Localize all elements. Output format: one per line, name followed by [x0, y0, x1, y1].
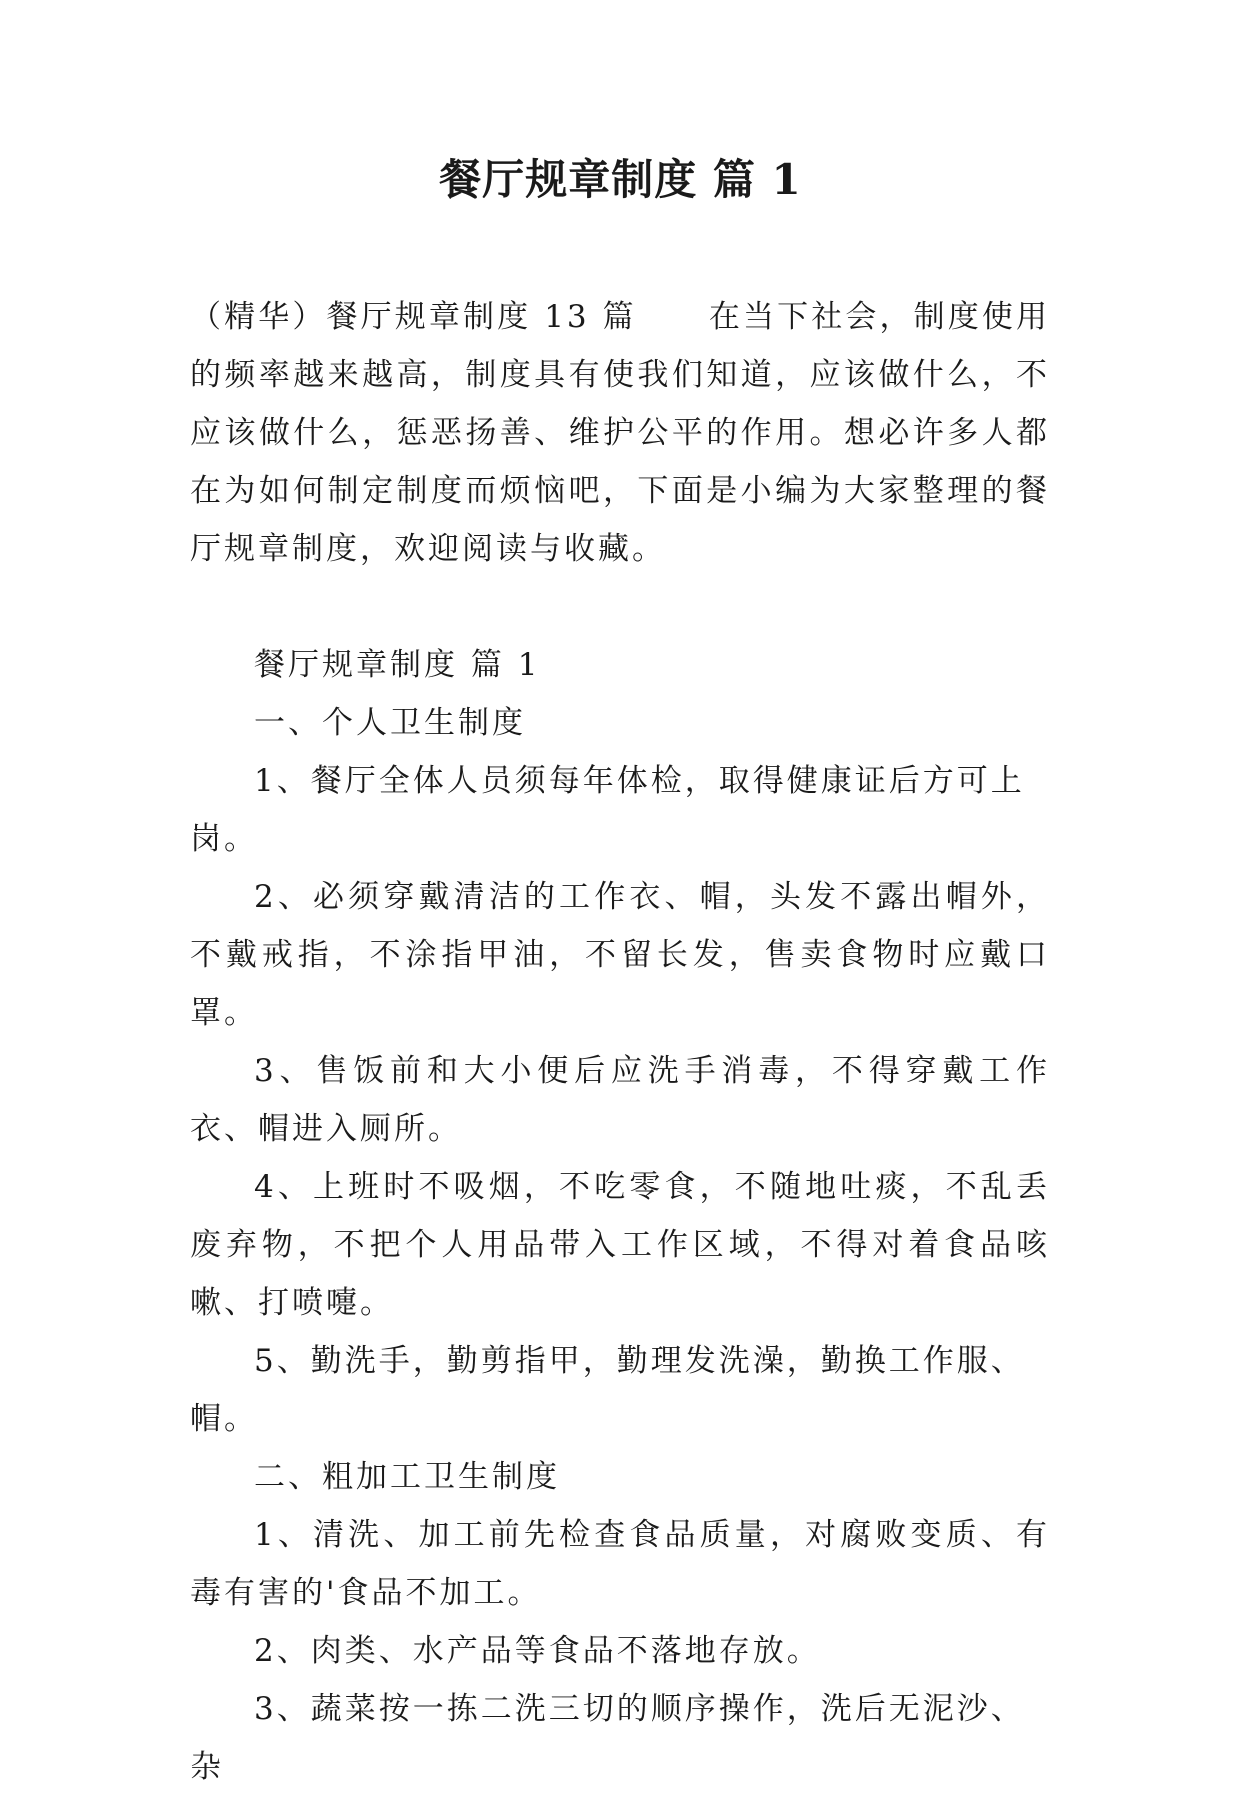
intro-lead: （精华）餐厅规章制度 13 篇	[190, 299, 637, 335]
rule-paragraph: 3、售饭前和大小便后应洗手消毒，不得穿戴工作衣、帽进入厕所。	[190, 1053, 1050, 1147]
paragraph-gap	[190, 578, 1050, 636]
subsection-heading: 一、个人卫生制度	[254, 705, 526, 741]
intro-text: 在当下社会，制度使用的频率越来越高，制度具有使我们知道，应该做什么，不应该做什么，惩恶扬善、维护公平的作用。想必许多人都在为如何制定制度而烦恼吧，下面是小编为大家整理的餐厅规章制度，欢迎阅读与收藏。	[190, 299, 1051, 567]
rule-paragraph: 4、上班时不吸烟，不吃零食，不随地吐痰，不乱丢废弃物，不把个人用品带入工作区域，不得对着食品咳嗽、打喷嚏。	[190, 1169, 1050, 1321]
rule-paragraph: 3、蔬菜按一拣二洗三切的顺序操作，洗后无泥沙、杂	[190, 1691, 1025, 1785]
document-body	[190, 288, 1050, 1796]
rule-paragraph: 2、必须穿戴清洁的工作衣、帽，头发不露出帽外，不戴戒指，不涂指甲油，不留长发，售卖食物时应戴口罩。	[190, 879, 1050, 1031]
intro-paragraph	[190, 288, 1050, 578]
rule-paragraph: 1、清洗、加工前先检查食品质量，对腐败变质、有毒有害的'食品不加工。	[190, 1517, 1050, 1611]
document-title: 餐厅规章制度 篇 1	[439, 155, 802, 204]
rule-paragraph: 1、餐厅全体人员须每年体检，取得健康证后方可上岗。	[190, 763, 1025, 857]
rule-paragraph: 2、肉类、水产品等食品不落地存放。	[254, 1633, 821, 1669]
section-heading: 餐厅规章制度 篇 1	[254, 647, 541, 683]
subsection-heading: 二、粗加工卫生制度	[254, 1459, 560, 1495]
rule-paragraph: 5、勤洗手，勤剪指甲，勤理发洗澡，勤换工作服、帽。	[190, 1343, 1025, 1437]
